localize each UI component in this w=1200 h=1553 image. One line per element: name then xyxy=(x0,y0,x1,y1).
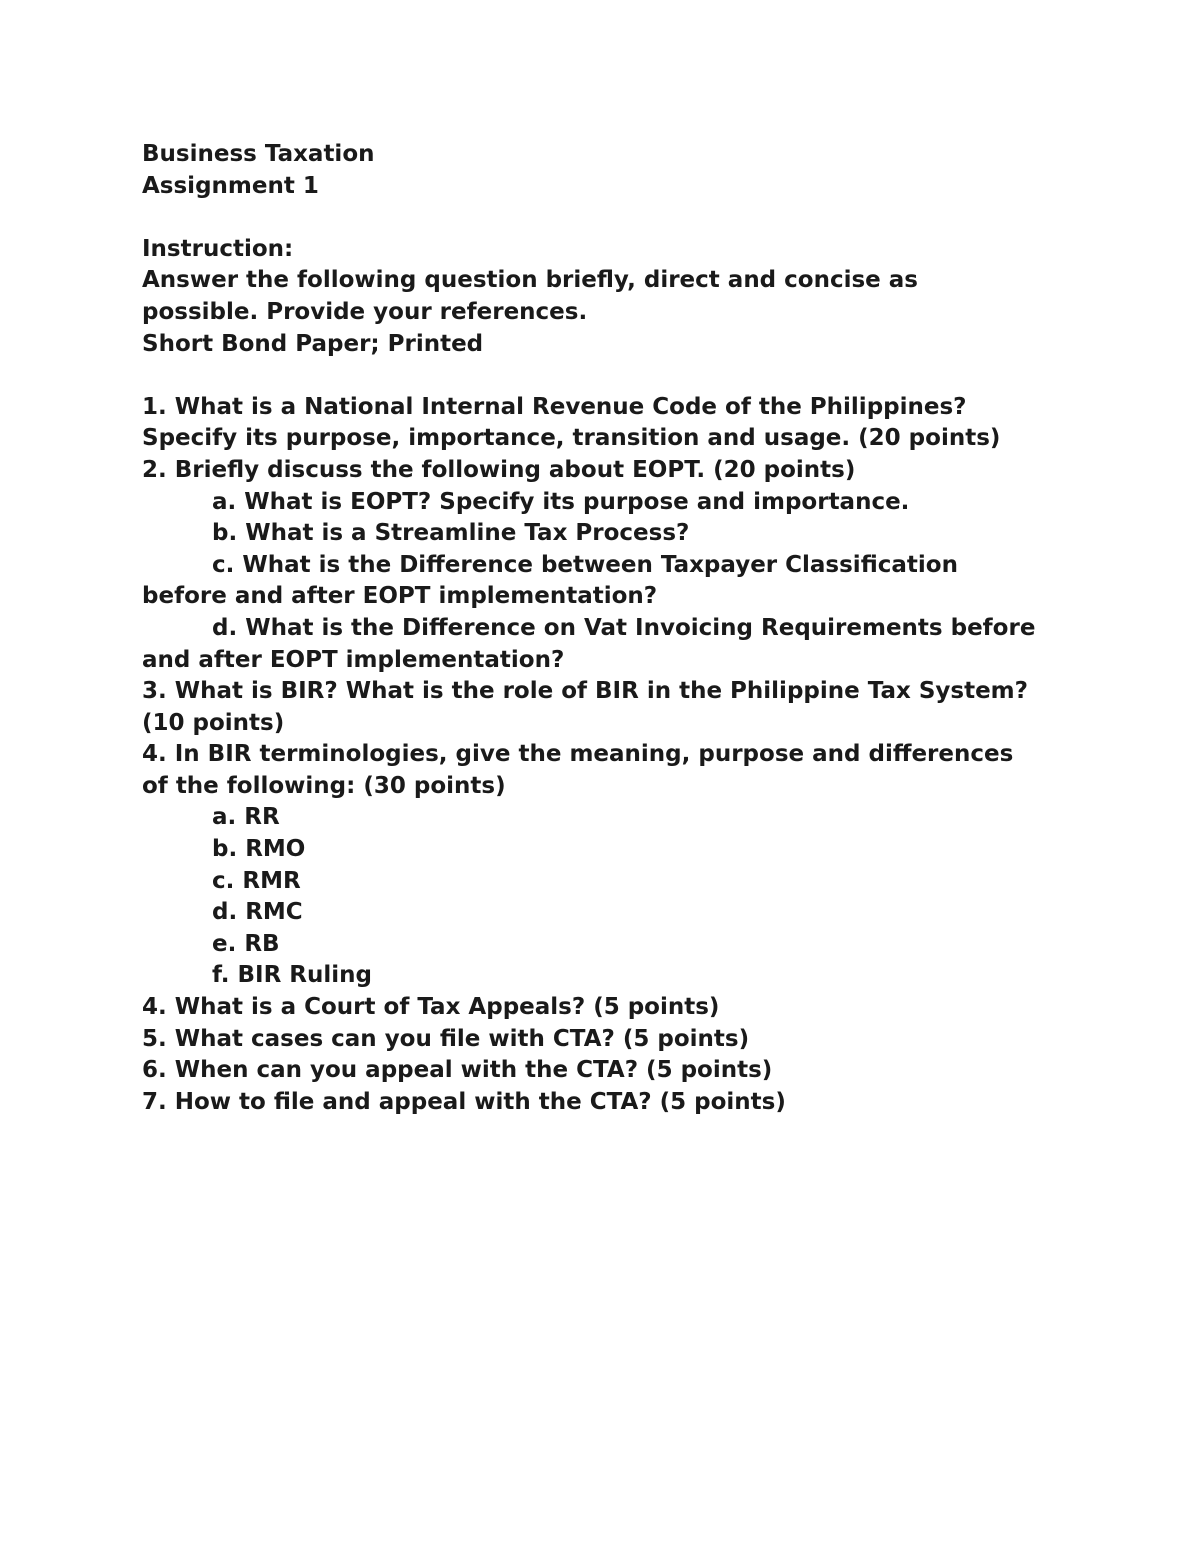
instruction-text-line-1: Answer the following question briefly, direct and concise as xyxy=(142,267,918,294)
question-4-line-1: 4. In BIR terminologies, give the meaning, purpose and differences xyxy=(142,741,1014,768)
question-2a: a. What is EOPT? Specify its purpose and importance. xyxy=(212,488,910,515)
question-2d-line-1: d. What is the Difference on Vat Invoicing Requirements before xyxy=(212,614,1036,641)
course-title: Business Taxation xyxy=(142,141,375,167)
question-3-line-2: (10 points) xyxy=(142,709,285,736)
question-7: 7. How to file and appeal with the CTA? (5 points) xyxy=(142,1088,786,1115)
blank-line xyxy=(142,360,1082,392)
assignment-title: Assignment 1 xyxy=(142,172,319,199)
question-4b: 4. What is a Court of Tax Appeals? (5 points) xyxy=(142,994,720,1021)
question-1-line-2: Specify its purpose, importance, transition and usage. (20 points) xyxy=(142,425,1001,452)
question-2c-line-1: c. What is the Difference between Taxpayer Classification xyxy=(212,551,958,578)
question-4-item: d. RMC xyxy=(212,899,303,926)
question-2c-line-2: before and after EOPT implementation? xyxy=(142,583,658,610)
instruction-text-line-2: possible. Provide your references. xyxy=(142,298,588,325)
question-3-line-1: 3. What is BIR? What is the role of BIR in the Philippine Tax System? xyxy=(142,678,1028,705)
blank-line xyxy=(142,202,1082,234)
question-4-line-2: of the following: (30 points) xyxy=(142,772,506,799)
document-page xyxy=(142,139,1082,1118)
instruction-text-line-3: Short Bond Paper; Printed xyxy=(142,330,484,357)
question-2: 2. Briefly discuss the following about EOPT. (20 points) xyxy=(142,456,856,483)
question-4-item: b. RMO xyxy=(212,836,306,863)
question-5: 5. What cases can you file with CTA? (5 points) xyxy=(142,1025,750,1052)
question-4-item: e. RB xyxy=(212,930,280,957)
question-6: 6. When can you appeal with the CTA? (5 points) xyxy=(142,1057,773,1084)
instruction-label: Instruction: xyxy=(142,235,294,262)
question-2d-line-2: and after EOPT implementation? xyxy=(142,646,565,673)
question-1-line-1: 1. What is a National Internal Revenue Code of the Philippines? xyxy=(142,393,967,420)
question-4-item: a. RR xyxy=(212,804,280,831)
question-2b: b. What is a Streamline Tax Process? xyxy=(212,520,690,547)
question-4-item: c. RMR xyxy=(212,867,301,894)
question-4-item: f. BIR Ruling xyxy=(212,962,372,989)
